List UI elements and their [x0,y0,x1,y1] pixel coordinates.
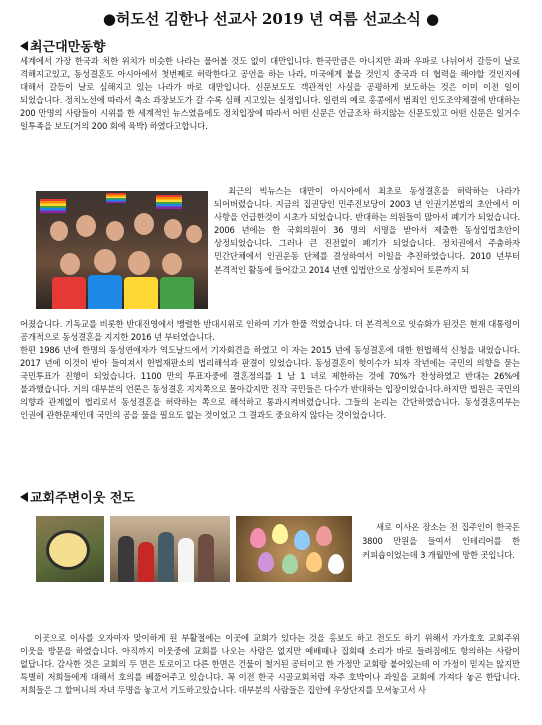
easter-egg-icon [306,552,322,572]
section-heading-label: 교회주변이웃 전도 [30,491,135,506]
taiwan-paragraph-3: 한편 1986 년에 한명의 동성연애자가 역도날드에서 기자회견을 하였고 이 자는 2015 년에 동성결혼에 대한 헌법해석 신청을 내었습니다. 2017 년에 이것이 받아 들여져서 헌법재판소의 법리해석과 판결이 있었습니다. 동성결혼이 헛이수가 되자 작년에는 국민의 의향을 묻는 국민투표가 진행이 되었습니다. 1100 만의 투표자중에 결혼정의를 1 남 1 녀로 제한하는 것에 70%가 찬성하였고 반대는 26%에 불과했습니다. 거의 대부분의 언론은 동성결혼 지지쪽으로 몰아갔지만 진작 국민들은 다수가 반대하는 입장이었습니다.하지만 법원은 국민의 의향과 관계없이 법리로서 동성결혼을 허락하는 쪽으로 해석하고 통과시켜버렸습니다. 그들의 논리는 간단하였습니다. 동성결혼여부는 인권에 관한문제인데 국민의 공을 물을 필요도 없는 것이었고 그 결과도 중요하지 않다는 것이었습니다. [20,345,520,421]
section-heading-label: 최근대만동향 [30,40,106,55]
easter-egg-icon [294,530,310,550]
page-title: ●허도선 김한나 선교사 2019 년 여름 선교소식 ● [102,10,440,28]
triangle-bullet-icon [20,41,28,51]
church-sign-icon [46,530,90,570]
easter-egg-icon [316,526,332,546]
neighbors-paragraph: 이곳으로 이사를 오자마자 맞이하게 된 부활절에는 이곳에 교회가 있다는 것을 홍보도 하고 전도도 하기 위해서 가가호호 교회주위 이웃을 방문을 하였습니다. 아직까지 이웃중에 교회를 나오는 사람은 없지만 예배때나 집회때 소리가 바로 들려짐에도 항의하는 사람이 없답니다. 감사한 것은 교회의 두 면은 토로이고 다른 한면은 건물이 철거된 공터이고 한 가정만 교회랑 붙어있는데 이 가정이 믿지는 않지만 특별히 저희들에게 대해서 호의를 베풀어주고 있습니다. 꼭 이전 한국 시골교회처럼 자주 호박이나 과일을 교회에 가져다 놓곤 한답니다. 저희들은 그 할머니의 자녀 두명을 놓고서 기도하고있습니다. 대부분의 사람들은 집안에 우상단지를 모셔놓고서 사 [20,633,520,696]
easter-eggs-photo [236,516,352,582]
rainbow-flag-icon [40,199,66,213]
rainbow-flag-icon [106,193,126,203]
taiwan-paragraph-2-wrap: 최근의 빅뉴스는 대만이 아시아에서 최초로 동성결혼을 허락하는 나라가 되어버렸습니다. 지금의 집권당인 민주진보당이 2003 년 인권기본법의 초안에서 이 사항을 언급한것이 시초가 되었습니다. 반대하는 의원들이 많아서 폐기가 되었습니다. 2006 년에는 한 국회의원이 36 명의 서명을 받아서 제출한 동성입법초안이 상정되었습니다. 그러나 큰 진전없이 폐기가 되었습니다. 정치권에서 주춤하자 민간단체에서 인권운동 단체를 결성하여서 이일을 추진하였습니다. 2010 년부터 본격적인 활동에 들어갔고 2014 년엔 입법안으로 상정되어 토론까지 되 [214,186,520,275]
taiwan-paragraph-2-continued: 어졌습니다. 기독교를 비롯한 반대진영에서 맹렬한 반대시위로 인하여 기가 한풀 꺽였습니다. 더 본격적으로 잇슈화가 된것은 현재 대통령이 공개적으로 동성결혼을 지지한 2016 년 부터였습니다. [20,319,520,343]
triangle-bullet-icon [20,492,28,502]
section-heading-neighbors [20,487,135,506]
taiwan-paragraph-1: 세계에서 가장 한국과 처한 위치가 비슷한 나라는 물어볼 것도 없이 대만입니다. 한국만큼은 아니지만 좌파 우파로 나뉘어서 갈등이 날로 격해지고있고, 동성결혼도 아시아에서 첫번째로 허락한다고 공언을 하는 나라, 미국에게 붙을 것인지 중국과 더 협력을 해야할 것인지에 대해서 갈등이 날로 심해지고 있는 나라가 바로 대만입니다. 신문보도도 객관적인 사실을 공평하게 보도하는 것은 이미 이전 일이 되었습니다. 정치노선에 따라서 축소 과장보도가 갈 수록 심해 지고있는 실정입니다. 일련의 예로 홍콩에서 범죄인 인도조약체결에 반대하는 200 만명의 사람들이 시위를 한 세계적인 뉴스였음에도 정치입장에 따라서 어떤 신문은 언급조차 하지않는 신문도있고 어떤 신문은 일거수 일투족을 보도(거의 200 회에 육박) 하였다고합니다. [20,56,520,132]
easter-egg-icon [258,552,274,572]
easter-egg-icon [250,528,266,548]
church-sign-photo [36,516,104,582]
easter-egg-icon [272,524,288,544]
neighbors-visit-photo [110,516,230,582]
easter-egg-icon [282,554,298,574]
rainbow-flag-icon [156,195,182,209]
easter-egg-icon [328,554,344,574]
rally-crowd-photo [36,191,208,309]
section-heading-taiwan [20,36,105,55]
new-location-text: 새로 이사온 장소는 전 집주인이 한국돈 3800 만원을 들여서 인테리어를 한 커피숍이었는데 3 개월만에 망한 곳입니다. [362,522,520,560]
